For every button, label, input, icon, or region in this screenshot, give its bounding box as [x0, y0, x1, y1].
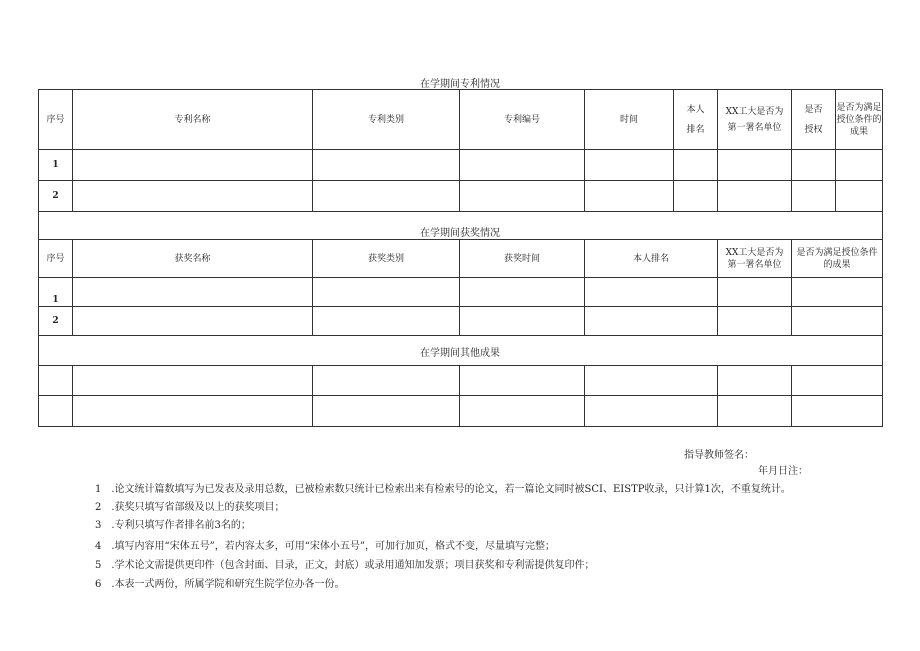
other-cell[interactable] [585, 396, 718, 427]
note-item: 3 .专利只填写作者排名前3名的； [95, 520, 251, 531]
other-cell[interactable] [73, 396, 313, 427]
header-award-time: 获奖时间 [460, 240, 585, 278]
header-patent-name: 专利名称 [73, 90, 313, 150]
frame-right [882, 335, 883, 365]
other-cell[interactable] [718, 366, 792, 396]
award-cell[interactable] [585, 278, 718, 307]
patent-cell[interactable] [718, 181, 792, 212]
other-section-title: 在学期间其他成果 [420, 348, 500, 359]
patent-cell[interactable] [313, 181, 460, 212]
award-row-seq: 2 [39, 307, 73, 336]
award-cell[interactable] [792, 307, 883, 336]
header-first-unit: XX工大是否为 第一署名单位 [718, 240, 792, 278]
header-patent-number: 专利编号 [460, 90, 585, 150]
header-meets-criteria: 是否为满足 授位条件的 成果 [836, 90, 883, 150]
patent-cell[interactable] [585, 150, 674, 181]
patent-cell[interactable] [674, 181, 718, 212]
header-meets-criteria: 是否为满足授位条件 的成果 [792, 240, 883, 278]
patent-cell[interactable] [792, 181, 836, 212]
note-item: 5 .学术论文需提供更印件（包含封面、目录，正文，封底）或录用通知加发票；项目获奖和专利需提供复印件； [95, 560, 595, 571]
note-item: 6 .本表一式两份，所属学院和研究生院学位办各一份。 [95, 579, 345, 590]
award-cell[interactable] [73, 307, 313, 336]
other-cell[interactable] [73, 366, 313, 396]
patent-cell[interactable] [460, 181, 585, 212]
patent-cell[interactable] [460, 150, 585, 181]
other-cell[interactable] [585, 366, 718, 396]
patent-section-title: 在学期间专利情况 [420, 79, 500, 90]
patent-cell[interactable] [73, 181, 313, 212]
header-seq: 序号 [39, 240, 73, 278]
date-label: 年月日注： [758, 466, 808, 477]
other-cell[interactable] [39, 396, 73, 427]
award-cell[interactable] [460, 307, 585, 336]
other-cell[interactable] [460, 366, 585, 396]
award-section-title: 在学期间获奖情况 [420, 228, 500, 239]
patent-row-seq: 2 [39, 181, 73, 212]
other-cell[interactable] [718, 396, 792, 427]
header-award-name: 获奖名称 [73, 240, 313, 278]
patent-cell[interactable] [718, 150, 792, 181]
other-cell[interactable] [313, 396, 460, 427]
header-rank: 本人排名 [585, 240, 718, 278]
header-first-unit: XX工大是否为 第一署名单位 [718, 90, 792, 150]
header-award-type: 获奖类别 [313, 240, 460, 278]
other-cell[interactable] [313, 366, 460, 396]
header-authorized: 是否 授权 [792, 90, 836, 150]
other-cell[interactable] [792, 396, 883, 427]
patent-table [38, 89, 883, 212]
other-cell[interactable] [39, 366, 73, 396]
patent-cell[interactable] [73, 150, 313, 181]
other-table [38, 365, 883, 427]
note-item: 2 .获奖只填写省部级及以上的获奖项目； [95, 502, 285, 513]
award-cell[interactable] [313, 278, 460, 307]
award-cell[interactable] [73, 278, 313, 307]
award-cell[interactable] [460, 278, 585, 307]
other-cell[interactable] [460, 396, 585, 427]
award-row-seq: 1 [39, 278, 73, 307]
patent-cell[interactable] [674, 150, 718, 181]
award-cell[interactable] [585, 307, 718, 336]
patent-cell[interactable] [792, 150, 836, 181]
advisor-signature-label: 指导教师签名： [684, 450, 754, 461]
award-cell[interactable] [718, 278, 792, 307]
other-cell[interactable] [792, 366, 883, 396]
award-cell[interactable] [313, 307, 460, 336]
note-item: 4 .填写内容用“宋体五号”，若内容太多，可用“宋体小五号”，可加行加页，格式不变，尽量填写完整； [95, 541, 555, 552]
patent-row-seq: 1 [39, 150, 73, 181]
award-cell[interactable] [718, 307, 792, 336]
patent-cell[interactable] [585, 181, 674, 212]
frame-right [882, 211, 883, 239]
patent-cell[interactable] [836, 181, 883, 212]
patent-cell[interactable] [836, 150, 883, 181]
header-seq: 序号 [39, 90, 73, 150]
patent-cell[interactable] [313, 150, 460, 181]
header-rank: 本人 排名 [674, 90, 718, 150]
note-item: 1 .论文统计篇数填写为已发表及录用总数，已被检索数只统计已检索出来有检索号的论文，若一篇论文同时被SCI、EISTP收录，只计算1次，不重复统计。 [95, 484, 791, 495]
header-time: 时间 [585, 90, 674, 150]
award-cell[interactable] [792, 278, 883, 307]
header-patent-type: 专利类别 [313, 90, 460, 150]
award-table [38, 239, 883, 336]
